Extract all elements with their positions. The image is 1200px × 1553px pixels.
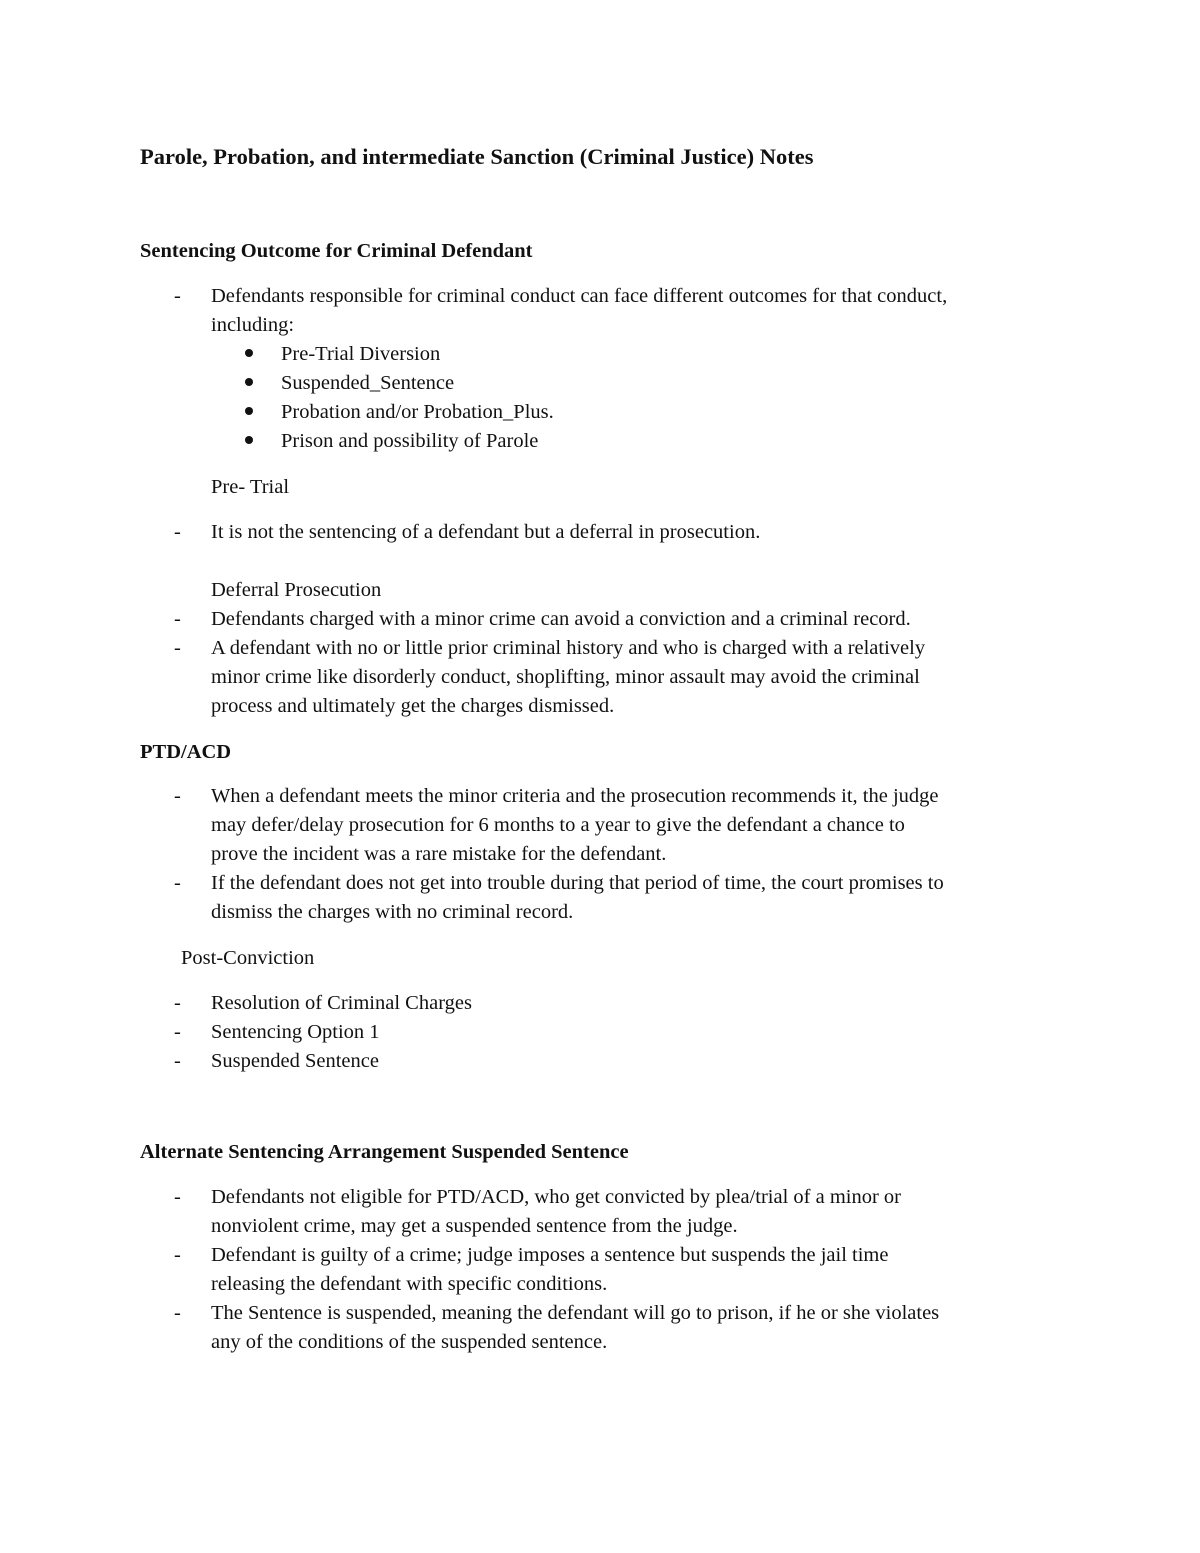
list-dash: - — [174, 1302, 181, 1324]
document-title: Parole, Probation, and intermediate Sanction (Criminal Justice) Notes — [140, 144, 814, 169]
list-item-text: The Sentence is suspended, meaning the defendant will go to prison, if he or she violates — [211, 1302, 940, 1324]
list-item-text: Resolution of Criminal Charges — [211, 992, 472, 1014]
bullet-dot — [245, 436, 253, 444]
subheading-post-conviction: Post-Conviction — [181, 947, 315, 969]
bullet-item: Suspended_Sentence — [281, 372, 455, 394]
list-item-text: may defer/delay prosecution for 6 months to a year to give the defendant a chance to — [211, 814, 905, 836]
list-item-text: including: — [211, 314, 295, 336]
list-dash: - — [174, 1244, 181, 1266]
list-item-text: Suspended Sentence — [211, 1050, 379, 1072]
list-item-text: minor crime like disorderly conduct, shoplifting, minor assault may avoid the criminal — [211, 666, 920, 688]
bullet-item: Pre-Trial Diversion — [281, 343, 441, 365]
subheading-pre-trial: Pre- Trial — [211, 476, 290, 498]
bullet-dot — [245, 407, 253, 415]
list-item-text: If the defendant does not get into trouble during that period of time, the court promises to — [211, 872, 944, 894]
list-dash: - — [174, 1021, 181, 1043]
list-dash: - — [174, 285, 181, 307]
list-dash: - — [174, 608, 181, 630]
list-item-text: Defendant is guilty of a crime; judge imposes a sentence but suspends the jail time — [211, 1244, 889, 1266]
bullet-item: Probation and/or Probation_Plus. — [281, 401, 554, 423]
list-item-text: When a defendant meets the minor criteria and the prosecution recommends it, the judge — [211, 785, 939, 807]
list-dash: - — [174, 637, 181, 659]
list-item-text: process and ultimately get the charges dismissed. — [211, 695, 615, 717]
list-item-text: dismiss the charges with no criminal record. — [211, 901, 574, 923]
list-item-text: releasing the defendant with specific conditions. — [211, 1273, 608, 1295]
bullet-item: Prison and possibility of Parole — [281, 430, 539, 452]
list-item-text: It is not the sentencing of a defendant but a deferral in prosecution. — [211, 521, 761, 543]
list-dash: - — [174, 785, 181, 807]
list-item-text: A defendant with no or little prior criminal history and who is charged with a relatively — [211, 637, 926, 659]
section-heading-ptd-acd: PTD/ACD — [140, 741, 232, 763]
section-heading-alternate-sentencing: Alternate Sentencing Arrangement Suspended Sentence — [140, 1141, 629, 1163]
bullet-dot — [245, 349, 253, 357]
list-item-text: Defendants not eligible for PTD/ACD, who get convicted by plea/trial of a minor or — [211, 1186, 901, 1208]
list-item-text: any of the conditions of the suspended sentence. — [211, 1331, 608, 1353]
subheading-deferral-prosecution: Deferral Prosecution — [211, 579, 382, 601]
list-dash: - — [174, 1186, 181, 1208]
list-item-text: Defendants responsible for criminal conduct can face different outcomes for that conduct, — [211, 285, 948, 307]
list-dash: - — [174, 992, 181, 1014]
list-dash: - — [174, 521, 181, 543]
list-item-text: Sentencing Option 1 — [211, 1021, 380, 1043]
section-heading-sentencing-outcome: Sentencing Outcome for Criminal Defendant — [140, 240, 533, 262]
list-dash: - — [174, 1050, 181, 1072]
bullet-dot — [245, 378, 253, 386]
list-item-text: nonviolent crime, may get a suspended sentence from the judge. — [211, 1215, 738, 1237]
list-dash: - — [174, 872, 181, 894]
list-item-text: prove the incident was a rare mistake for the defendant. — [211, 843, 667, 865]
list-item-text: Defendants charged with a minor crime can avoid a conviction and a criminal record. — [211, 608, 911, 630]
